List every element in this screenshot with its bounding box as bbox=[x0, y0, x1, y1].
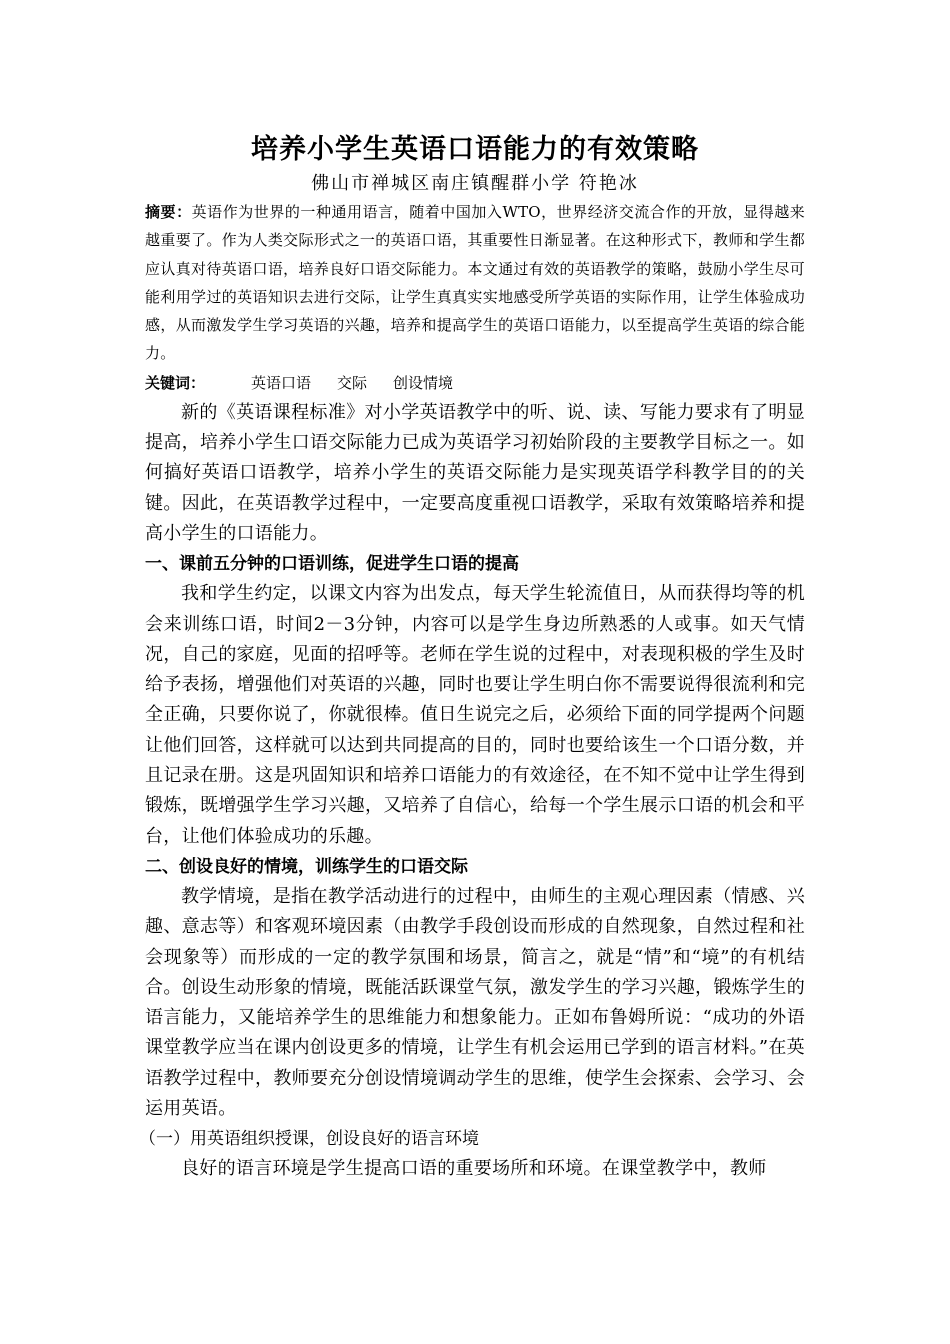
section-heading-1: 一、课前五分钟的口语训练，促进学生口语的提高 bbox=[145, 554, 519, 575]
document-title: 培养小学生英语口语能力的有效策略 bbox=[251, 134, 699, 165]
keywords-label: 关键词： bbox=[145, 373, 206, 392]
keywords bbox=[145, 368, 805, 398]
section-2-paragraph: 教学情境，是指在教学活动进行的过程中，由师生的主观心理因素（情感、兴趣、意志等）和客观环境因素（由教学手段创设而形成的自然现象，自然过程和社会现象等）而形成的一定的教学氛围和场景，简言之，就是“情”和“境”的有机结合。创设生动形象的情境，既能活跃课堂气氛，激发学生的学习兴趣，锻炼学生的语言能力，又能培养学生的思维能力和想象能力。正如布鲁姆所说：“成功的外语课堂教学应当在课内创设更多的情境，让学生有机会运用已学到的语言材料。”在英语教学过程中，教师要充分创设情境调动学生的思维，使学生会探索、会学习、会运用英语。 bbox=[145, 885, 805, 1120]
document-page bbox=[139, 130, 805, 1185]
abstract bbox=[145, 198, 805, 368]
author-line: 佛山市禅城区南庄镇醒群小学 符艳冰 bbox=[311, 173, 639, 194]
section-heading-2: 二、创设良好的情境，训练学生的口语交际 bbox=[145, 856, 468, 877]
keyword-item: 创设情境 bbox=[393, 373, 454, 392]
abstract-text: 英语作为世界的一种通用语言，随着中国加入WTO，世界经济交流合作的开放，显得越来越重要了。作为人类交际形式之一的英语口语，其重要性日渐显著。在这种形式下，教师和学生都应认真对待英语口语，培养良好口语交际能力。本文通过有效的英语教学的策略，鼓励小学生尽可能利用学过的英语知识去进行交际，让学生真真实实地感受所学英语的实际作用，让学生体验成功感，从而激发学生学习英语的兴趣，培养和提高学生的英语口语能力，以至提高学生英语的综合能力。 bbox=[145, 203, 805, 363]
intro-paragraph: 新的《英语课程标准》对小学英语教学中的听、说、读、写能力要求有了明显提高，培养小学生口语交际能力已成为英语学习初始阶段的主要教学目标之一。如何搞好英语口语教学，培养小学生的英语交际能力是实现英语学科教学目的的关键。因此，在英语教学过程中，一定要高度重视口语教学，采取有效策略培养和提高小学生的口语能力。 bbox=[145, 401, 805, 544]
keyword-item: 英语口语 bbox=[251, 373, 312, 392]
subsection-heading-1: （一）用英语组织授课，创设良好的语言环境 bbox=[139, 1129, 479, 1150]
section-1-paragraph: 我和学生约定，以课文内容为出发点，每天学生轮流值日，从而获得均等的机会来训练口语，时间2－3分钟，内容可以是学生身边所熟悉的人或事。如天气情况，自己的家庭，见面的招呼等。老师在学生说的过程中，对表现积极的学生及时给予表扬，增强他们对英语的兴趣，同时也要让学生明白你不需要说得很流利和完全正确，只要你说了，你就很棒。值日生说完之后，必须给下面的同学提两个问题让他们回答，这样就可以达到共同提高的目的，同时也要给该生一个口语分数，并且记录在册。这是巩固知识和培养口语能力的有效途径，在不知不觉中让学生得到锻炼，既增强学生学习兴趣，又培养了自信心，给每一个学生展示口语的机会和平台，让他们体验成功的乐趣。 bbox=[145, 583, 805, 847]
keyword-item: 交际 bbox=[337, 373, 368, 392]
abstract-label: 摘要： bbox=[145, 203, 192, 221]
subsection-1-paragraph: 良好的语言环境是学生提高口语的重要场所和环境。在课堂教学中，教师 bbox=[181, 1158, 767, 1180]
